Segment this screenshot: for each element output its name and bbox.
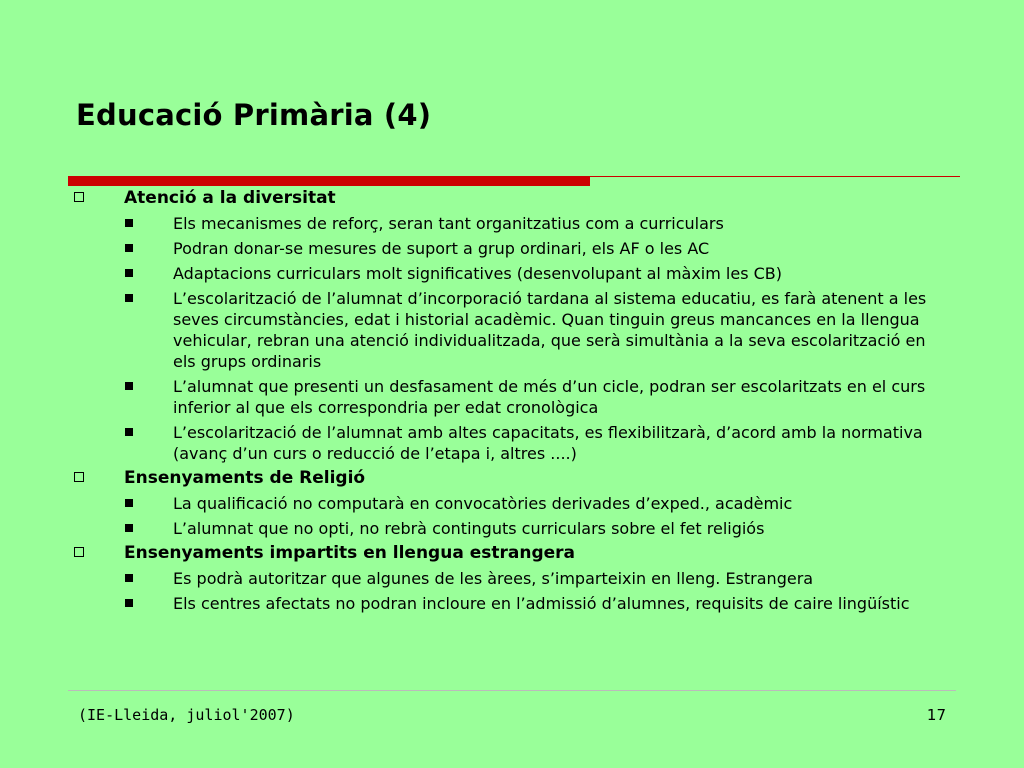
hollow-square-bullet-icon — [74, 472, 84, 482]
filled-square-bullet-icon — [125, 219, 133, 227]
filled-square-bullet-icon — [125, 269, 133, 277]
footer-text: (IE-Lleida, juliol'2007) — [78, 706, 295, 724]
slide-title: Educació Primària (4) — [76, 98, 432, 132]
list-item: Es podrà autoritzar que algunes de les àrees, s’imparteixin en lleng. Estrangera — [70, 568, 960, 589]
list-item: L’escolarització de l’alumnat d’incorporació tardana al sistema educatiu, es farà atenent a les seves circumstàncies, edat i historial acadèmic. Quan tinguin greus mancances en la llengua vehicular, rebran una atenció individualitzada, que serà simultània a la seva escolarització en els grups ordinaris — [70, 288, 960, 372]
filled-square-bullet-icon — [125, 294, 133, 302]
title-divider-thick — [68, 176, 590, 186]
hollow-square-bullet-icon — [74, 192, 84, 202]
filled-square-bullet-icon — [125, 524, 133, 532]
hollow-square-bullet-icon — [74, 547, 84, 557]
list-item: La qualificació no computarà en convocatòries derivades d’exped., acadèmic — [70, 493, 960, 514]
list-item: Els centres afectats no podran incloure en l’admissió d’alumnes, requisits de caire lingüístic — [70, 593, 960, 614]
footer-divider — [68, 690, 956, 691]
filled-square-bullet-icon — [125, 599, 133, 607]
list-item: L’escolarització de l’alumnat amb altes capacitats, es flexibilitzarà, d’acord amb la normativa (avanç d’un curs o reducció de l’etapa i, altres ....) — [70, 422, 960, 464]
slide-content — [70, 188, 960, 614]
page-number: 17 — [926, 706, 946, 724]
filled-square-bullet-icon — [125, 382, 133, 390]
list-item: Adaptacions curriculars molt significatives (desenvolupant al màxim les CB) — [70, 263, 960, 284]
section-heading: Ensenyaments impartits en llengua estrangera — [70, 543, 960, 564]
filled-square-bullet-icon — [125, 428, 133, 436]
list-item: L’alumnat que presenti un desfasament de més d’un cicle, podran ser escolaritzats en el curs inferior al que els correspondria per edat cronològica — [70, 376, 960, 418]
filled-square-bullet-icon — [125, 244, 133, 252]
title-divider-thin — [590, 176, 960, 177]
section-heading: Atenció a la diversitat — [70, 188, 960, 209]
list-item: Els mecanismes de reforç, seran tant organitzatius com a curriculars — [70, 213, 960, 234]
list-item: Podran donar-se mesures de suport a grup ordinari, els AF o les AC — [70, 238, 960, 259]
list-item: L’alumnat que no opti, no rebrà continguts curriculars sobre el fet religiós — [70, 518, 960, 539]
filled-square-bullet-icon — [125, 499, 133, 507]
filled-square-bullet-icon — [125, 574, 133, 582]
section-heading: Ensenyaments de Religió — [70, 468, 960, 489]
